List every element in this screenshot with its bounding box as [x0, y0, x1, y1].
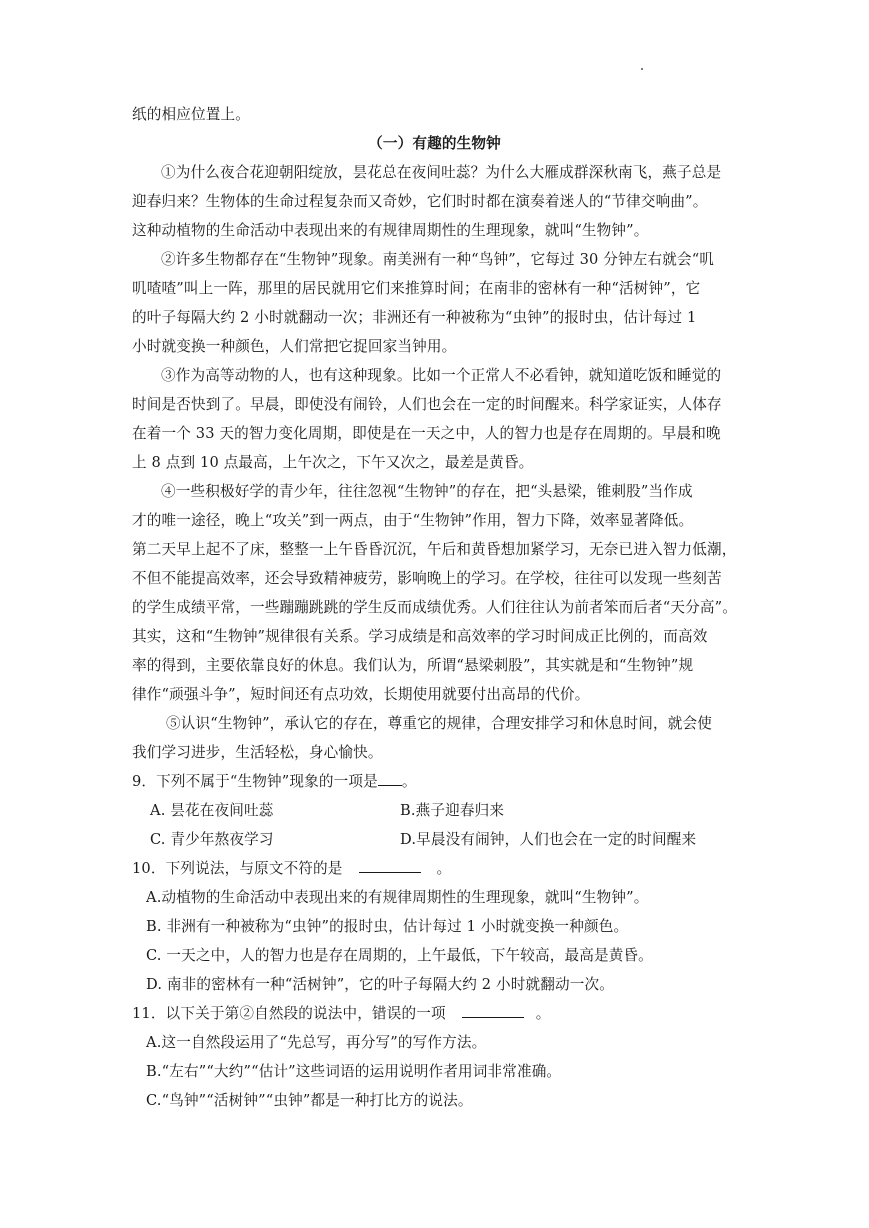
passage-line: 时间是否快到了。早晨，即使没有闹铃，人们也会在一定的时间醒来。科学家证实，人体存	[132, 396, 722, 413]
passage-line: ③作为高等动物的人，也有这种现象。比如一个正常人不必看钟，就知道吃饭和睡觉的	[161, 367, 722, 384]
intro-line: 纸的相应位置上。	[132, 106, 250, 123]
option-c: C.“鸟钟”“活树钟”“虫钟”都是一种打比方的说法。	[146, 1092, 473, 1109]
question-11-tail: 。	[535, 1005, 551, 1022]
passage-line: 这种动植物的生命活动中表现出来的有规律周期性的生理现象，就叫“生物钟”。	[132, 222, 649, 239]
answer-blank-9[interactable]	[378, 767, 402, 786]
passage-line: 其实，这和“生物钟”规律很有关系。学习成绩是和高效率的学习时间成正比例的，而高效	[132, 628, 708, 645]
option-d: D. 南非的密林有一种“活树钟”，它的叶子每隔大约 2 小时就翻动一次。	[146, 976, 614, 993]
option-b: B.“左右”“大约”“估计”这些词语的运用说明作者用词非常准确。	[146, 1063, 562, 1080]
option-c: C. 一天之中，人的智力也是存在周期的，上午最低，下午较高，最高是黄昏。	[146, 947, 653, 964]
question-9-options-row	[132, 825, 737, 854]
passage-line: 不但不能提高效率，还会导致精神疲劳，影响晚上的学习。在学校，往往可以发现一些刻苦	[132, 570, 722, 587]
section-title: （一）有趣的生物钟	[368, 135, 501, 152]
passage-line: 律作“顽强斗争”，短时间还有点功效，长期使用就要付出高昂的代价。	[132, 686, 590, 703]
passage-line: 第二天早上起不了床，整整一上午昏昏沉沉，午后和黄昏想加紧学习，无奈已进入智力低潮，	[132, 541, 737, 558]
passage-line: ⑤认识“生物钟”，承认它的存在，尊重它的规律，合理安排学习和休息时间，就会使	[166, 715, 712, 732]
passage-line: ④一些积极好学的青少年，往往忽视“生物钟”的存在，把“头悬梁，锥刺股”当作成	[161, 483, 693, 500]
answer-blank-11[interactable]	[462, 999, 524, 1018]
question-9-options-row	[132, 796, 737, 825]
passage-line: 迎春归来？生物体的生命过程复杂而又奇妙，它们时时都在演奏着迷人的“节律交响曲”。	[132, 193, 708, 210]
question-10	[132, 854, 737, 883]
passage-line: ①为什么夜合花迎朝阳绽放，昙花总在夜间吐蕊？为什么大雁成群深秋南飞，燕子总是	[161, 164, 722, 181]
passage-line: 上 8 点到 10 点最高，上午次之，下午又次之，最差是黄昏。	[132, 454, 534, 471]
passage-line: ②许多生物都存在“生物钟”现象。南美洲有一种“鸟钟”，它每过 30 分钟左右就会“叽	[161, 251, 715, 268]
question-10-stem: 10．下列说法，与原文不符的是	[132, 860, 343, 877]
document-page	[132, 100, 737, 1115]
answer-blank-10[interactable]	[359, 854, 421, 873]
question-11	[132, 999, 737, 1028]
passage-line: 小时就变换一种颜色，人们常把它捉回家当钟用。	[132, 338, 457, 355]
question-10-tail: 。	[436, 860, 452, 877]
option-a: A.动植物的生命活动中表现出来的有规律周期性的生理现象，就叫“生物钟”。	[146, 889, 649, 906]
option-c: C. 青少年熬夜学习	[150, 831, 274, 848]
option-a: A. 昙花在夜间吐蕊	[150, 802, 274, 819]
question-9	[132, 767, 737, 796]
question-9-tail: 。	[401, 773, 417, 790]
option-a: A.这一自然段运用了“先总写，再分写”的写作方法。	[146, 1034, 487, 1051]
passage-line: 叽喳喳”叫上一阵，那里的居民就用它们来推算时间；在南非的密林有一种“活树钟”，它	[132, 280, 701, 297]
passage-line: 率的得到，主要依靠良好的休息。我们认为，所谓“悬梁刺股”，其实就是和“生物钟”规	[132, 657, 694, 674]
passage-line: 才的唯一途径，晚上“攻关”到一两点，由于“生物钟”作用，智力下降，效率显著降低。	[132, 512, 694, 529]
passage-line: 的学生成绩平常，一些蹦蹦跳跳的学生反而成绩优秀。人们往往认为前者笨而后者“天分高”。	[132, 599, 737, 616]
page-dot-mark	[641, 68, 643, 70]
passage-line: 的叶子每隔大约 2 小时就翻动一次；非洲还有一种被称为“虫钟”的报时虫，估计每过 1	[132, 309, 697, 326]
option-d: D.早晨没有闹钟，人们也会在一定的时间醒来	[400, 831, 697, 848]
question-9-stem: 9．下列不属于“生物钟”现象的一项是	[132, 773, 378, 790]
passage-line: 我们学习进步，生活轻松，身心愉快。	[132, 744, 383, 761]
passage-line: 在着一个 33 天的智力变化周期，即使是在一天之中，人的智力也是存在周期的。早晨和晚	[132, 425, 721, 442]
question-11-stem: 11．以下关于第②自然段的说法中，错误的一项	[132, 1005, 446, 1022]
option-b: B.燕子迎春归来	[400, 802, 505, 819]
option-b: B. 非洲有一种被称为“虫钟”的报时虫，估计每过 1 小时就变换一种颜色。	[146, 918, 629, 935]
